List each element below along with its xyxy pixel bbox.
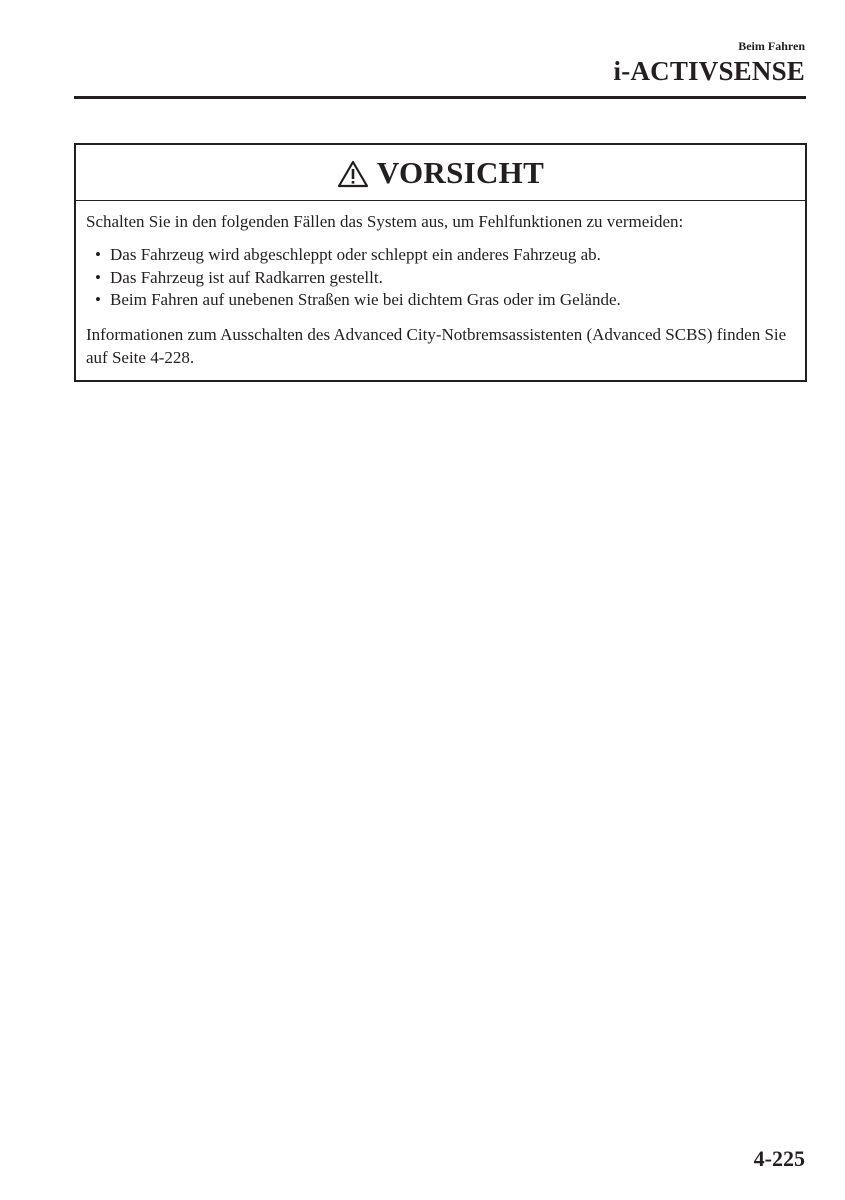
caution-bullet-list <box>86 244 795 312</box>
list-item <box>86 267 795 290</box>
caution-header <box>76 145 805 201</box>
caution-box <box>74 143 807 382</box>
page-header <box>614 38 805 86</box>
bullet-text: Das Fahrzeug ist auf Radkarren gestellt. <box>110 267 383 287</box>
bullet-text: Beim Fahren auf unebenen Straßen wie bei dichtem Gras oder im Gelände. <box>110 290 621 309</box>
caution-intro: Schalten Sie in den folgenden Fällen das System aus, um Fehlfunktionen zu vermeiden: <box>86 212 684 231</box>
bullet-mark: • <box>95 245 101 264</box>
caution-title: VORSICHT <box>376 154 545 190</box>
page-number: 4-225 <box>753 1146 805 1171</box>
caution-note: Informationen zum Ausschalten des Advanced City-Notbremsassistenten (Advanced SCBS) finden Sie auf Seite 4-228. <box>86 324 787 367</box>
bullet-mark: • <box>95 290 101 309</box>
bullet-mark: • <box>95 267 101 287</box>
caution-body <box>76 201 805 380</box>
header-divider <box>74 96 806 99</box>
list-item <box>86 289 795 312</box>
bullet-text: Das Fahrzeug wird abgeschleppt oder schleppt ein anderes Fahrzeug ab. <box>110 245 601 264</box>
list-item <box>86 244 795 267</box>
chapter-title: i-ACTIVSENSE <box>613 56 805 86</box>
section-label: Beim Fahren <box>738 39 805 53</box>
warning-triangle-icon <box>337 160 369 188</box>
